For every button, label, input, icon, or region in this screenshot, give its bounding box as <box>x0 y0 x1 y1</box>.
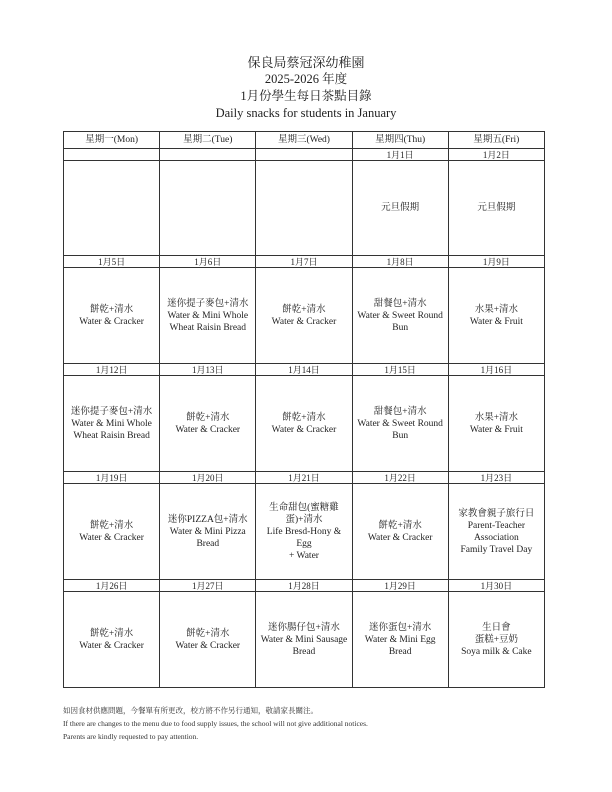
menu-title-en: Daily snacks for students in January <box>215 106 397 120</box>
snack-item-text: 生命甜包(蜜糖雞蛋)+清水 <box>269 502 339 525</box>
footnote-en-1: If there are changes to the menu due to food supply issues, the school will not give additional notices. <box>63 719 368 728</box>
date-row <box>64 149 545 161</box>
snack-cell <box>160 592 256 688</box>
snack-cell <box>448 484 544 580</box>
date-cell: 1月1日 <box>352 149 448 161</box>
snack-item-text: Water & Fruit <box>469 424 523 435</box>
date-row <box>64 364 545 376</box>
snack-item-text: 餅乾+清水 <box>186 412 230 423</box>
snack-item-text: Family Travel Day <box>460 544 533 555</box>
snack-item-text: 迷你腸仔包+清水 <box>268 622 340 633</box>
snack-item-text: Water & Sweet Round Bun <box>357 418 443 441</box>
snack-row <box>64 161 545 256</box>
snack-item-text: 迷你提子麥包+清水 <box>70 406 153 417</box>
snack-item-text: Water & Mini Sausage Bread <box>260 634 348 657</box>
snack-item-text: 餅乾+清水 <box>282 304 326 315</box>
snack-item-text: 餅乾+清水 <box>89 628 134 639</box>
snack-item-text: Water & Mini Whole Wheat Raisin Bread <box>71 418 152 441</box>
date-cell: 1月2日 <box>448 149 544 161</box>
date-cell: 1月28日 <box>256 580 352 592</box>
snack-item-text: Water & Cracker <box>367 532 433 543</box>
snack-cell <box>160 268 256 364</box>
snack-item-text: 水果+清水 <box>474 304 519 315</box>
school-name: 保良局蔡冠深幼稚園 <box>247 55 365 70</box>
snack-cell <box>352 592 448 688</box>
menu-title-zh: 1月份學生每日茶點目錄 <box>240 89 372 103</box>
date-row <box>64 472 545 484</box>
snack-cell <box>160 484 256 580</box>
snack-item-text: Water & Mini Egg Bread <box>364 634 436 657</box>
date-cell: 1月5日 <box>64 256 160 268</box>
snack-item-text: 家教會親子旅行日 <box>458 508 535 519</box>
snack-item-text: Water & Mini Pizza Bread <box>169 526 246 549</box>
weekday-header: 星期一(Mon) <box>64 132 160 149</box>
snack-item-text: 甜餐包+清水 <box>373 406 427 417</box>
snack-cell <box>256 592 352 688</box>
date-cell: 1月6日 <box>160 256 256 268</box>
date-cell: 1月20日 <box>160 472 256 484</box>
snack-item-text: Water & Fruit <box>469 316 523 327</box>
snack-item-text: 迷你蛋包+清水 <box>368 622 432 633</box>
date-cell: 1月14日 <box>256 364 352 376</box>
snack-cell <box>256 484 352 580</box>
date-cell: 1月23日 <box>448 472 544 484</box>
weekday-header-row <box>64 132 545 149</box>
snack-cell <box>448 268 544 364</box>
snack-row <box>64 268 545 364</box>
footnote-zh: 如因食材供應問題，今餐單有所更改，校方將不作另行通知，敬請家長關注。 <box>63 706 318 715</box>
document-header <box>0 54 612 122</box>
date-cell: 1月16日 <box>448 364 544 376</box>
snack-cell <box>256 376 352 472</box>
snack-cell <box>64 268 160 364</box>
date-cell: 1月7日 <box>256 256 352 268</box>
snack-cell <box>448 376 544 472</box>
snack-item-text: Water & Cracker <box>271 424 337 435</box>
date-cell: 1月22日 <box>352 472 448 484</box>
snack-item-text: 甜餐包+清水 <box>373 298 427 309</box>
snack-row <box>64 484 545 580</box>
snack-item-text: + Water <box>288 550 319 561</box>
snack-cell <box>448 161 544 256</box>
snack-menu-table <box>63 131 545 688</box>
snack-item-text: Water & Cracker <box>79 316 144 327</box>
footnote-en-2: Parents are kindly requested to pay attention. <box>63 732 199 741</box>
snack-item-text: Water & Cracker <box>271 316 337 327</box>
snack-cell <box>352 161 448 256</box>
date-cell: 1月19日 <box>64 472 160 484</box>
weekday-header: 星期五(Fri) <box>448 132 544 149</box>
date-cell: 1月27日 <box>160 580 256 592</box>
date-cell: 1月9日 <box>448 256 544 268</box>
snack-cell <box>256 161 352 256</box>
snack-item-text: 生日會 <box>482 622 511 633</box>
snack-item-text: 迷你PIZZA包+清水 <box>167 514 248 525</box>
footnotes <box>63 704 563 743</box>
weekday-header: 星期四(Thu) <box>352 132 448 149</box>
snack-row <box>64 592 545 688</box>
snack-item-text: 餅乾+清水 <box>186 628 230 639</box>
snack-item-text: Water & Cracker <box>175 640 241 651</box>
snack-cell <box>352 484 448 580</box>
snack-item-text: Water & Mini Whole Wheat Raisin Bread <box>167 310 249 333</box>
snack-item-text: 蛋糕+豆奶 <box>474 634 519 645</box>
snack-cell <box>256 268 352 364</box>
date-cell <box>160 149 256 161</box>
weekday-header: 星期二(Tue) <box>160 132 256 149</box>
snack-item-text: 元旦假期 <box>381 203 420 213</box>
date-cell: 1月26日 <box>64 580 160 592</box>
date-row <box>64 256 545 268</box>
snack-item-text: Parent-Teacher Association <box>467 520 526 543</box>
date-cell: 1月13日 <box>160 364 256 376</box>
date-cell: 1月8日 <box>352 256 448 268</box>
snack-cell <box>352 268 448 364</box>
snack-item-text: Life Bresd-Hony & Egg <box>266 526 342 549</box>
snack-item-text: 餅乾+清水 <box>282 412 326 423</box>
menu-body <box>64 149 545 688</box>
snack-row <box>64 376 545 472</box>
date-cell: 1月15日 <box>352 364 448 376</box>
snack-cell <box>64 592 160 688</box>
date-cell: 1月29日 <box>352 580 448 592</box>
snack-item-text: 餅乾+清水 <box>89 520 134 531</box>
snack-item-text: Water & Cracker <box>79 532 144 543</box>
snack-cell <box>64 484 160 580</box>
snack-item-text: 元旦假期 <box>477 203 516 213</box>
snack-cell <box>64 376 160 472</box>
snack-item-text: 水果+清水 <box>474 412 519 423</box>
snack-cell <box>352 376 448 472</box>
date-cell: 1月21日 <box>256 472 352 484</box>
date-cell: 1月30日 <box>448 580 544 592</box>
date-row <box>64 580 545 592</box>
date-cell: 1月12日 <box>64 364 160 376</box>
snack-cell <box>448 592 544 688</box>
school-year: 2025-2026 年度 <box>264 72 348 86</box>
snack-item-text: Water & Cracker <box>79 640 144 651</box>
snack-cell <box>64 161 160 256</box>
snack-item-text: 迷你提子麥包+清水 <box>167 298 249 309</box>
snack-item-text: 餅乾+清水 <box>89 304 134 315</box>
snack-cell <box>160 161 256 256</box>
snack-item-text: 餅乾+清水 <box>378 520 422 531</box>
snack-item-text: Water & Cracker <box>175 424 241 435</box>
date-cell <box>64 149 160 161</box>
date-cell <box>256 149 352 161</box>
snack-item-text: Soya milk & Cake <box>461 646 532 657</box>
snack-cell <box>160 376 256 472</box>
snack-item-text: Water & Sweet Round Bun <box>357 310 443 333</box>
weekday-header: 星期三(Wed) <box>256 132 352 149</box>
